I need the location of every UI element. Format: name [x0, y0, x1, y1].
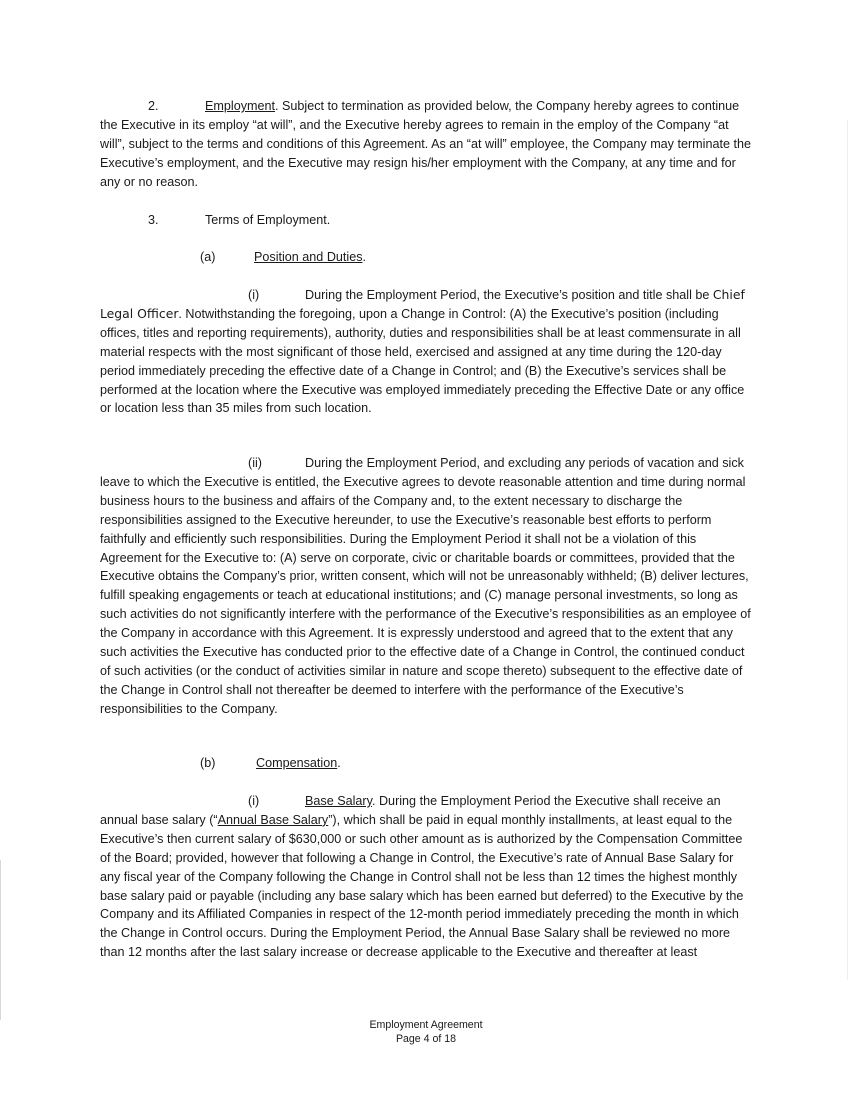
section-2-paragraph	[100, 97, 752, 192]
position-title: Chief Legal Officer	[100, 287, 745, 321]
paragraph-a-i	[100, 286, 752, 418]
section-text: . Subject to termination as provided below, the Company hereby agrees to continue the Executive in its employ “at will”, and the Executive hereby agrees to remain in the employ of the Company “at will”, subject to the terms and conditions of this Agreement. As an “at will” employee, the Company may terminate the Executive’s employment, and the Executive may resign his/her employment with the Company, at any time and for any or no reason.	[100, 99, 751, 189]
paragraph-a-ii	[100, 454, 752, 719]
footer-title: Employment Agreement	[369, 1019, 483, 1031]
subsection-title: Position and Duties	[254, 250, 363, 264]
section-3-heading	[148, 211, 330, 230]
paragraph-label: (i)	[248, 288, 260, 302]
paragraph-b-i	[100, 792, 752, 962]
paragraph-text: During the Employment Period, the Executive’s position and title shall be	[305, 288, 713, 302]
section-number: 2.	[148, 99, 159, 113]
defined-term: Annual Base Salary	[217, 812, 329, 827]
section-number: 3.	[148, 213, 159, 227]
paragraph-text: . During the Employment Period the Executive shall receive an annual base salary (“	[100, 794, 721, 827]
subsection-a-heading	[200, 248, 366, 267]
scan-edge-right	[847, 120, 848, 980]
section-title: Employment	[205, 99, 275, 113]
subsection-title: Compensation	[256, 756, 338, 770]
subsection-period: .	[362, 250, 367, 264]
subsection-label: (b)	[200, 756, 216, 770]
subsection-b-heading	[200, 754, 341, 773]
section-title: Terms of Employment.	[205, 213, 331, 227]
scan-edge-left	[0, 860, 1, 1020]
paragraph-label: (ii)	[248, 456, 262, 470]
subsection-period: .	[337, 756, 341, 770]
footer-page-number: Page 4 of 18	[395, 1033, 457, 1045]
paragraph-title: Base Salary	[305, 794, 372, 808]
paragraph-label: (i)	[248, 794, 260, 808]
paragraph-text-rest: . Notwithstanding the foregoing, upon a Change in Control: (A) the Executive’s position (including offices, titles and reporting requirements), authority, duties and responsibilities shall be at least commensurate in all material respects with the most significant of those held, exercised and assigned at any time during the 120-day period immediately preceding the effective date of a Change in Control; and (B) the Executive’s services shall be performed at the location where the Executive was employed immediately preceding the Effective Date or any office or location less than 35 miles from such location.	[100, 306, 745, 416]
paragraph-text: During the Employment Period, and excluding any periods of vacation and sick leave to which the Executive is entitled, the Executive agrees to devote reasonable attention and time during normal business hours to the business and affairs of the Company and, to the extent necessary to discharge the responsibilities assigned to the Executive hereunder, to use the Executive’s reasonable best efforts to perform faithfully and efficiently such responsibilities. During the Employment Period it shall not be a violation of this Agreement for the Executive to: (A) serve on corporate, civic or charitable boards or committees, provided that the Executive obtains the Company’s prior, written consent, which will not be unreasonably withheld; (B) deliver lectures, fulfill speaking engagements or teach at educational institutions; and (C) manage personal investments, so long as such activities do not significantly interfere with the performance of the Executive’s responsibilities as an employee of the Company in accordance with this Agreement. It is expressly understood and agreed that to the extent that any such activities the Executive has conducted prior to the effective date of a Change in Control, the continued conduct of such activities (or the conduct of activities similar in nature and scope thereto) subsequent to the effective date of the Change in Control shall not thereafter be deemed to interfere with the performance of the Executive’s responsibilities to the Company.	[100, 456, 751, 716]
paragraph-text-rest: ”), which shall be paid in equal monthly installments, at least equal to the Executive’s then current salary of $630,000 or such other amount as is authorized by the Compensation Committee of the Board; provided, however that following a Change in Control, the Executive’s rate of Annual Base Salary for any fiscal year of the Company following the Change in Control shall not be less than 12 times the highest monthly base salary paid or payable (including any base salary which has been earned but deferred) to the Executive by the Company and its Affiliated Companies in respect of the 12-month period immediately preceding the month in which the Change in Control occurs. During the Employment Period, the Annual Base Salary shall be reviewed no more than 12 months after the last salary increase or decrease applicable to the Executive and thereafter at least	[100, 812, 744, 960]
subsection-label: (a)	[200, 250, 216, 264]
